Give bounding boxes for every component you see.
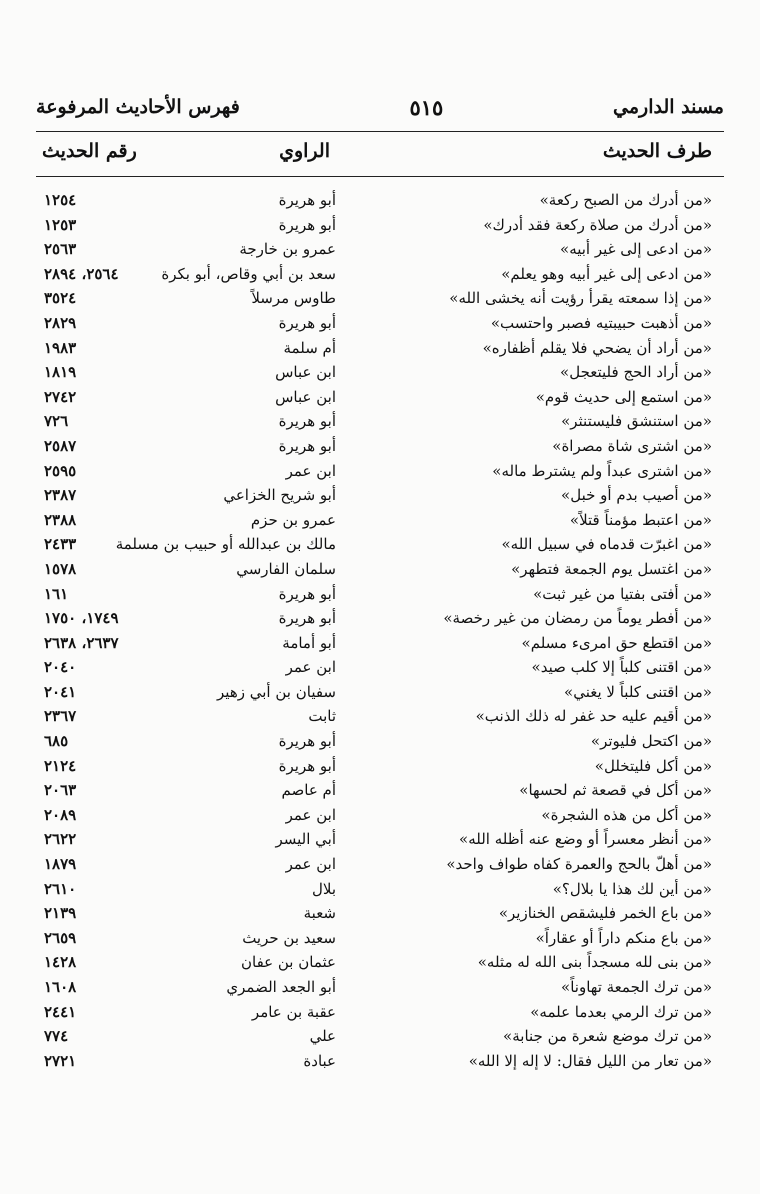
- column-header-narrator: الراوي: [279, 140, 330, 162]
- narrator-name: سلمان الفارسي: [236, 559, 336, 578]
- hadith-text: «من اعتبط مؤمناً قتلاً»: [569, 510, 712, 529]
- hadith-number: ٢٣٦٧: [44, 707, 77, 726]
- hadith-number: ١٦١: [44, 584, 69, 603]
- column-header-number: رقم الحديث: [42, 140, 137, 162]
- narrator-name: أبو شريح الخزاعي: [223, 486, 336, 505]
- table-row: [36, 485, 724, 510]
- hadith-number: ٦٨٥: [44, 732, 69, 751]
- narrator-name: أبو هريرة: [278, 215, 336, 234]
- narrator-name: أبو هريرة: [278, 313, 336, 332]
- hadith-text: «من ترك الجمعة تهاوناً»: [561, 978, 712, 996]
- hadith-text: «من اغتسل يوم الجمعة فتطهر»: [511, 559, 712, 578]
- hadith-text: «من باع الخمر فليشقص الخنازير»: [498, 904, 712, 923]
- table-row: [36, 387, 724, 412]
- column-header-hadith: طرف الحديث: [602, 140, 712, 162]
- hadith-text: «من اقتطع حق امرىء مسلم»: [521, 633, 712, 652]
- narrator-name: عثمان بن عفان: [241, 953, 336, 972]
- table-row: [36, 461, 724, 486]
- table-row: [36, 608, 724, 633]
- table-row: [36, 510, 724, 535]
- hadith-text: «من اشترى عبداً ولم يشترط ماله»: [492, 461, 712, 480]
- hadith-number: ٢٥٩٥: [44, 461, 77, 480]
- hadith-number: ٢٤٤١: [44, 1002, 77, 1021]
- narrator-name: عقبة بن عامر: [251, 1002, 336, 1021]
- table-row: [36, 288, 724, 313]
- hadith-number: ٢٦٢٢: [44, 830, 77, 849]
- header-rule: [36, 131, 724, 132]
- hadith-text: «من أين لك هذا يا بلال؟»: [552, 879, 712, 898]
- narrator-name: ابن عمر: [285, 658, 336, 677]
- hadith-text: «من أكل فليتخلل»: [594, 756, 712, 775]
- narrator-name: أبو هريرة: [278, 732, 336, 751]
- narrator-name: أبو هريرة: [278, 191, 336, 209]
- hadith-text: «من استمع إلى حديث قوم»: [535, 387, 712, 406]
- narrator-name: ابن عمر: [285, 461, 336, 480]
- table-row: [36, 190, 724, 215]
- hadith-number: ٢٥٦٣: [44, 240, 77, 259]
- hadith-text: «من أذهبت حبيبتيه فصبر واحتسب»: [490, 313, 712, 332]
- narrator-name: أبو الجعد الضمري: [226, 978, 336, 996]
- hadith-number: ١٨١٩: [44, 363, 77, 382]
- book-title: مسند الدارمي: [613, 96, 724, 118]
- narrator-name: طاوس مرسلاً: [251, 289, 336, 308]
- narrator-name: علي: [309, 1027, 336, 1046]
- hadith-number: ٢٦٥٩: [44, 928, 77, 947]
- hadith-number: ١٤٢٨: [44, 953, 77, 972]
- table-row: [36, 805, 724, 830]
- narrator-name: سعيد بن حريث: [242, 928, 336, 947]
- hadith-number: ٢١٣٩: [44, 904, 77, 923]
- table-row: [36, 633, 724, 658]
- narrator-name: أبو هريرة: [278, 436, 336, 455]
- hadith-text: «من ادعى إلى غير أبيه»: [560, 240, 712, 259]
- hadith-number: ٢٤٣٣: [44, 535, 77, 554]
- table-row: [36, 215, 724, 240]
- table-row: [36, 977, 724, 1002]
- narrator-name: سعد بن أبي وقاص، أبو بكرة: [161, 264, 336, 283]
- hadith-number: ١٥٧٨: [44, 559, 77, 578]
- hadith-number: ٣٥٢٤: [44, 289, 77, 308]
- hadith-text: «من أكل من هذه الشجرة»: [541, 805, 712, 824]
- narrator-name: أم عاصم: [281, 781, 336, 800]
- hadith-text: «من أهلّ بالحج والعمرة كفاه طواف واحد»: [446, 855, 712, 874]
- narrator-name: بلال: [311, 879, 336, 898]
- narrator-name: أبو هريرة: [278, 756, 336, 775]
- narrator-name: سفيان بن أبي زهير: [217, 682, 336, 701]
- table-row: [36, 1051, 724, 1076]
- hadith-number: ٢٠٨٩: [44, 805, 77, 824]
- table-row: [36, 706, 724, 731]
- table-row: [36, 264, 724, 289]
- narrator-name: ابن عمر: [285, 805, 336, 824]
- index-title: فهرس الأحاديث المرفوعة: [36, 96, 240, 118]
- hadith-number: ٧٧٤: [44, 1027, 69, 1046]
- hadith-text: «من باع منكم داراً أو عقاراً»: [535, 928, 712, 947]
- hadith-number: ٢٥٦٤، ٢٨٩٤: [44, 264, 119, 283]
- hadith-number: ٢٠٤٠: [44, 658, 77, 677]
- hadith-number: ٢٨٢٩: [44, 313, 77, 332]
- hadith-number: ٢٣٨٨: [44, 510, 77, 529]
- table-row: [36, 829, 724, 854]
- narrator-name: عمرو بن حزم: [250, 510, 336, 529]
- narrator-name: أبو هريرة: [278, 584, 336, 603]
- hadith-text: «من أنظر معسراً أو وضع عنه أظله الله»: [459, 830, 712, 849]
- hadith-text: «من تعار من الليل فقال: لا إله إلا الله»: [468, 1051, 712, 1070]
- narrator-name: عبادة: [303, 1051, 336, 1070]
- hadith-number: ٢٠٤١: [44, 682, 77, 701]
- table-row: [36, 854, 724, 879]
- table-row: [36, 756, 724, 781]
- hadith-text: «من أدرك من صلاة ركعة فقد أدرك»: [483, 215, 712, 234]
- narrator-name: أم سلمة: [283, 338, 336, 357]
- hadith-number: ١٩٨٣: [44, 338, 77, 357]
- narrator-name: أبو هريرة: [278, 412, 336, 431]
- table-row: [36, 928, 724, 953]
- table-row: [36, 534, 724, 559]
- table-row: [36, 1026, 724, 1051]
- hadith-text: «من إذا سمعته يقرأ رؤيت أنه يخشى الله»: [449, 289, 712, 308]
- table-row: [36, 879, 724, 904]
- table-row: [36, 731, 724, 756]
- table-row: [36, 239, 724, 264]
- running-head: [36, 92, 724, 122]
- hadith-text: «من اقتنى كلباً إلا كلب صيد»: [531, 658, 712, 677]
- column-header-rule: [36, 176, 724, 177]
- hadith-number: ٢٦٣٧، ٢٦٣٨: [44, 633, 119, 652]
- narrator-name: ابن عباس: [275, 363, 336, 382]
- hadith-text: «من أراد الحج فليتعجل»: [560, 363, 712, 382]
- hadith-text: «من أدرك من الصبح ركعة»: [539, 191, 712, 209]
- narrator-name: شعبة: [303, 904, 336, 923]
- hadith-number: ٢٠٦٣: [44, 781, 77, 800]
- hadith-number: ٢٧٢١: [44, 1051, 77, 1070]
- hadith-text: «من أكل في قصعة ثم لحسها»: [519, 781, 712, 800]
- hadith-number: ٧٢٦: [44, 412, 69, 431]
- table-row: [36, 780, 724, 805]
- hadith-text: «من أصيب بدم أو خبل»: [561, 486, 712, 505]
- hadith-text: «من اغبرّت قدماه في سبيل الله»: [501, 535, 712, 554]
- table-row: [36, 1002, 724, 1027]
- hadith-number: ١٧٤٩، ١٧٥٠: [44, 609, 119, 628]
- hadith-number: ١٢٥٣: [44, 215, 77, 234]
- hadith-number: ١٦٠٨: [44, 978, 77, 996]
- hadith-text: «من أراد أن يضحي فلا يقلم أظفاره»: [482, 338, 712, 357]
- hadith-number: ١٨٧٩: [44, 855, 77, 874]
- narrator-name: ابن عباس: [275, 387, 336, 406]
- hadith-text: «من أفتى بفتيا من غير ثبت»: [533, 584, 712, 603]
- narrator-name: مالك بن عبدالله أو حبيب بن مسلمة: [115, 535, 336, 554]
- narrator-name: عمرو بن خارجة: [239, 240, 336, 259]
- hadith-text: «من ادعى إلى غير أبيه وهو يعلم»: [501, 264, 712, 283]
- table-row: [36, 682, 724, 707]
- hadith-number: ٢٥٨٧: [44, 436, 77, 455]
- hadith-number: ٢٣٨٧: [44, 486, 77, 505]
- index-table: [36, 190, 724, 1075]
- hadith-text: «من اكتحل فليوتر»: [590, 732, 712, 751]
- hadith-number: ٢٦١٠: [44, 879, 77, 898]
- table-row: [36, 559, 724, 584]
- hadith-text: «من ترك الرمي بعدما علمه»: [530, 1002, 712, 1021]
- hadith-text: «من ترك موضع شعرة من جنابة»: [503, 1027, 712, 1046]
- table-row: [36, 313, 724, 338]
- hadith-number: ٢٧٤٢: [44, 387, 77, 406]
- narrator-name: أبي اليسر: [275, 830, 336, 849]
- hadith-text: «من بنى لله مسجداً بنى الله له مثله»: [477, 953, 712, 972]
- narrator-name: أبو أمامة: [282, 633, 336, 652]
- table-row: [36, 411, 724, 436]
- narrator-name: ثابت: [308, 707, 336, 726]
- table-row: [36, 657, 724, 682]
- hadith-text: «من أفطر يوماً من رمضان من غير رخصة»: [443, 609, 712, 628]
- hadith-number: ٢١٢٤: [44, 756, 77, 775]
- table-row: [36, 436, 724, 461]
- narrator-name: أبو هريرة: [278, 609, 336, 628]
- page-number: ٥١٥: [409, 94, 444, 120]
- table-row: [36, 362, 724, 387]
- hadith-text: «من أقيم عليه حد غفر له ذلك الذنب»: [475, 707, 712, 726]
- hadith-text: «من اشترى شاة مصراة»: [552, 436, 712, 455]
- hadith-number: ١٢٥٤: [44, 191, 77, 209]
- table-row: [36, 903, 724, 928]
- table-row: [36, 952, 724, 977]
- hadith-text: «من استنشق فليستنثر»: [561, 412, 712, 431]
- table-row: [36, 584, 724, 609]
- narrator-name: ابن عمر: [285, 855, 336, 874]
- table-row: [36, 338, 724, 363]
- hadith-text: «من اقتنى كلباً لا يغني»: [564, 682, 712, 701]
